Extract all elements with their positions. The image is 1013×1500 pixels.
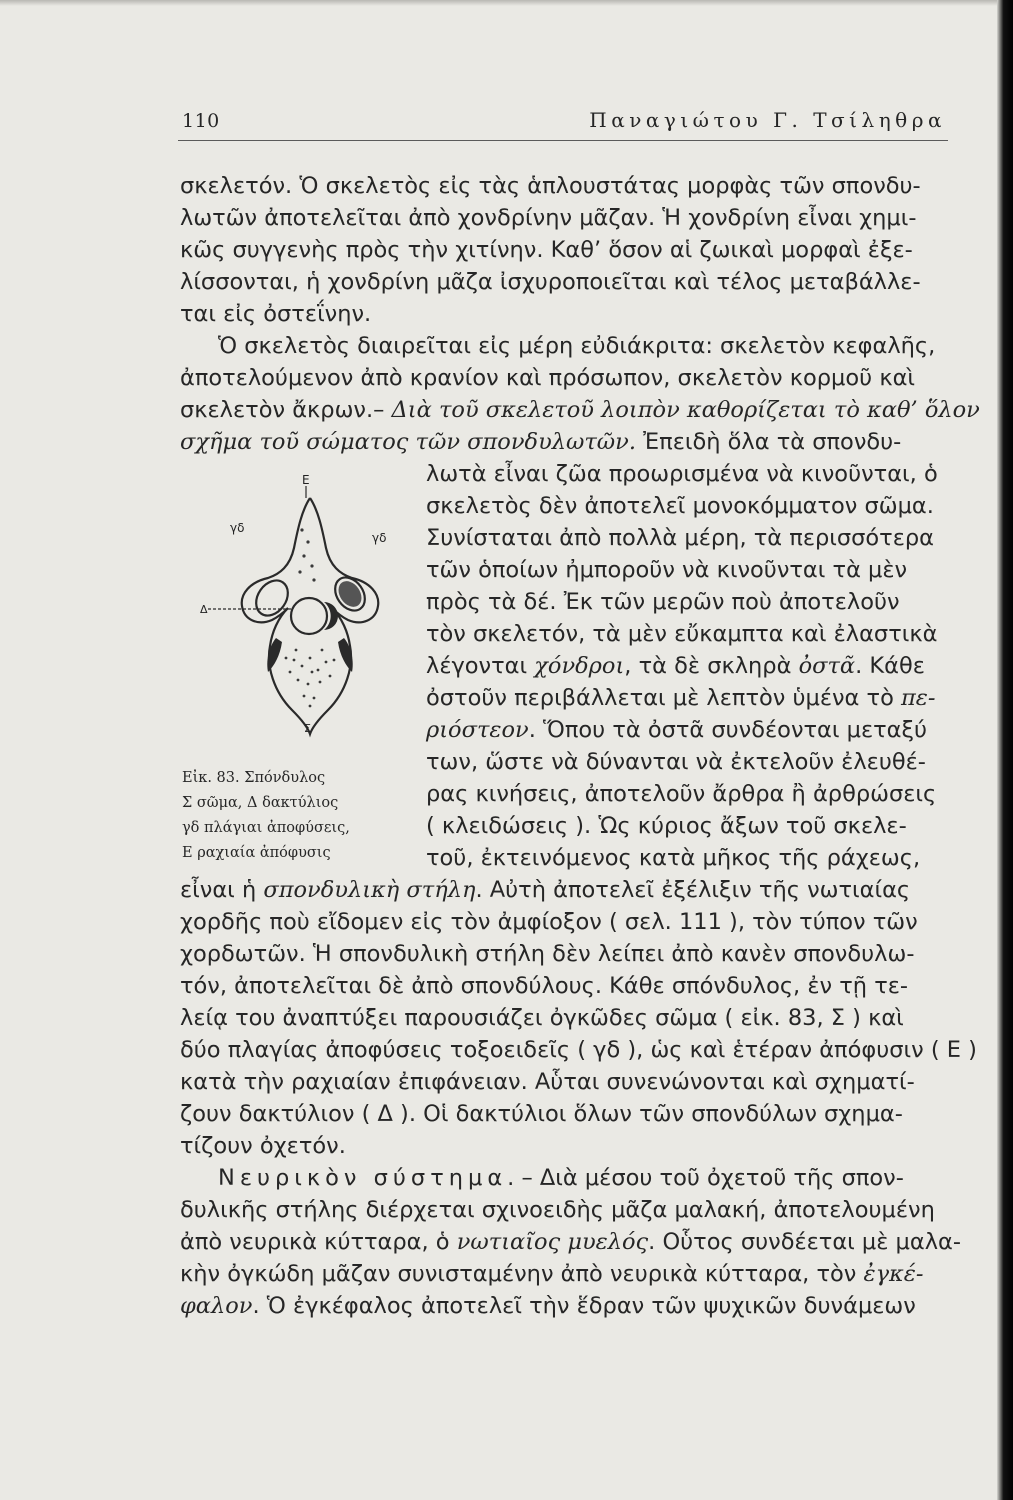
scan-edge-right [997,0,1013,1500]
text-line [180,1226,961,1258]
text-span: ἀπὸ νευρικὰ κύτταρα, ὁ [180,1229,457,1255]
vertebra-figure [198,470,418,760]
text-span: , τὰ δὲ σκληρὰ [624,653,799,679]
page-header [178,100,948,141]
text-span: σκελετὸν ἄκρων.– [180,397,392,423]
italic-span: ὀστᾶ [798,653,856,679]
italic-span: πε- [901,685,936,711]
text-line [426,682,935,714]
text-span: . Αὐτὴ ἀποτελεῖ ἐξέλιξιν τῆς νωτιαίας [475,877,911,903]
text-line [180,426,901,458]
text-line [426,714,927,746]
text-line: τὸν σκελετόν, τὰ μὲν εὔκαμπτα καὶ ἐλαστικὰ [426,621,938,647]
text-span: ὀστοῦν περιβάλλεται μὲ λεπτὸν ὑμένα τὸ [426,685,902,711]
label-delta: Δ [200,603,208,616]
text-span: λέγονται [426,653,535,679]
page-number: 110 [182,110,220,132]
caption-line: Σ σῶμα, Δ δακτύλιος [182,795,339,811]
italic-span: σχῆμα τοῦ σώματος τῶν σπονδυλωτῶν. [180,429,636,455]
text-span: . Ὅπου τὰ ὀστᾶ συνδέονται μεταξύ [528,717,928,743]
figure-caption [182,766,407,866]
vertebra-illustration [198,470,418,760]
text-span: εἶναι ἡ [180,877,264,903]
text-line [180,874,910,906]
text-span: κὴν ὀγκώδη μᾶζαν συνισταμένην ἀπὸ νευρικὰ κύτταρα, τὸν [180,1261,864,1287]
text-line: ται εἰς ὀστεΐνην. [180,301,372,327]
text-line [180,1290,916,1322]
text-line: ρας κινήσεις, ἀποτελοῦν ἄρθρα ἢ ἀρθρώσεις [426,781,937,807]
label-sigma: Σ [304,722,311,735]
text-span: . Οὗτος συνδέεται μὲ μαλα- [648,1229,961,1255]
italic-span: σπονδυλικὴ στήλη [263,877,476,903]
text-line: των, ὥστε νὰ δύνανται νὰ ἐκτελοῦν ἐλευθέ- [426,749,926,775]
text-line: δύο πλαγίας ἀποφύσεις τοξοειδεῖς ( γδ ), ὡς καὶ ἑτέραν ἀπόφυσιν ( Ε ) [180,1037,977,1063]
text-line [180,1258,923,1290]
text-line: τοῦ, ἐκτεινόμενος κατὰ μῆκος τῆς ράχεως, [426,845,921,871]
caption-line: γδ πλάγιαι ἀποφύσεις, [182,820,350,836]
label-gd-right: γδ [372,531,387,545]
text-line: λείᾳ του ἀναπτύξει παρουσιάζει ὀγκῶδες σῶμα ( εἰκ. 83, Σ ) καὶ [180,1005,904,1031]
caption-line: Εἰκ. 83. Σπόνδυλος [182,770,326,786]
text-span: Ἐπειδὴ ὅλα τὰ σπονδυ- [636,429,902,455]
text-line: τῶν ὁποίων ἠμποροῦν νὰ κινοῦνται τὰ μὲν [426,557,908,583]
text-line: ( κλειδώσεις ). Ὡς κύριος ἄξων τοῦ σκελε- [426,813,907,839]
text-line: ἀποτελούμενον ἀπὸ κρανίον καὶ πρόσωπον, σκελετὸν κορμοῦ καὶ [180,365,916,391]
text-line: Συνίσταται ἀπὸ πολλὰ μέρη, τὰ περισσότερα [426,525,934,551]
text-line: τόν, ἀποτελεῖται δὲ ἀπὸ σπονδύλους. Κάθε σπόνδυλος, ἐν τῇ τε- [180,973,909,999]
text-line: Ὁ σκελετὸς διαιρεῖται εἰς μέρη εὐδιάκριτα: σκελετὸν κεφαλῆς, [218,333,936,359]
text-line: χορδωτῶν. Ἡ σπονδυλικὴ στήλη δὲν λείπει ἀπὸ κανὲν σπονδυλω- [180,941,915,967]
text-line: ζουν δακτύλιον ( Δ ). Οἱ δακτύλιοι ὅλων τῶν σπονδύλων σχημα- [180,1101,903,1127]
italic-span: ἐγκέ- [863,1261,924,1287]
text-line: λωτῶν ἀποτελεῖται ἀπὸ χονδρίνην μᾶζαν. Ἡ χονδρίνη εἶναι χημι- [180,205,917,231]
text-span: . Κάθε [855,653,925,679]
label-gd-left: γδ [230,521,245,535]
text-span: . Ὁ ἐγκέφαλος ἀποτελεῖ τὴν ἕδραν τῶν ψυχικῶν δυνάμεων [252,1293,916,1319]
text-line: κατὰ τὴν ραχιαίαν ἐπιφάνειαν. Αὗται συνενώνονται καὶ σχηματί- [180,1069,915,1095]
text-line [426,650,925,682]
text-line: λωτὰ εἶναι ζῶα προωρισμένα νὰ κινοῦνται, ὁ [426,461,938,487]
text-line: δυλικῆς στήλης διέρχεται σχινοειδὴς μᾶζα μαλακή, ἀποτελουμένη [180,1197,935,1223]
italic-span: νωτιαῖος μυελός [456,1229,649,1255]
label-e: E [302,473,310,487]
text-line: λίσσονται, ἡ χονδρίνη μᾶζα ἰσχυροποιεῖται καὶ τέλος μεταβάλλε- [180,269,921,295]
italic-span: Διὰ τοῦ σκελετοῦ λοιπὸν καθορίζεται τὸ καθ’ ὅλον [391,397,980,423]
text-line: κῶς συγγενὴς πρὸς τὴν χιτίνην. Καθ’ ὅσον αἱ ζωικαὶ μορφαὶ ἐξε- [180,237,913,263]
italic-span: χόνδροι [534,653,625,679]
text-line [180,394,980,426]
text-line: τίζουν ὀχετόν. [180,1133,346,1159]
text-line: σκελετὸς δὲν ἀποτελεῖ μονοκόμματον σῶμα. [426,493,934,519]
italic-span: φαλον [180,1293,253,1319]
section-heading: Νευρικὸν σύστημα [218,1165,508,1191]
text-line: πρὸς τὰ δέ. Ἐκ τῶν μερῶν ποὺ ἀποτελοῦν [426,589,900,615]
scan-edge-top [0,0,1013,6]
text-line [218,1162,904,1194]
running-head: Παναγιώτου Γ. Τσίληθρα [589,108,946,132]
caption-line: Ε ραχιαία ἀπόφυσις [182,845,331,861]
text-span: . – Διὰ μέσου τοῦ ὀχετοῦ τῆς σπον- [507,1165,904,1191]
text-line: χορδῆς ποὺ εἴδομεν εἰς τὸν ἀμφίοξον ( σελ. 111 ), τὸν τύπον τῶν [180,909,918,935]
italic-span: ριόστεον [426,717,529,743]
text-line: σκελετόν. Ὁ σκελετὸς εἰς τὰς ἁπλουστάτας μορφὰς τῶν σπονδυ- [180,173,921,199]
